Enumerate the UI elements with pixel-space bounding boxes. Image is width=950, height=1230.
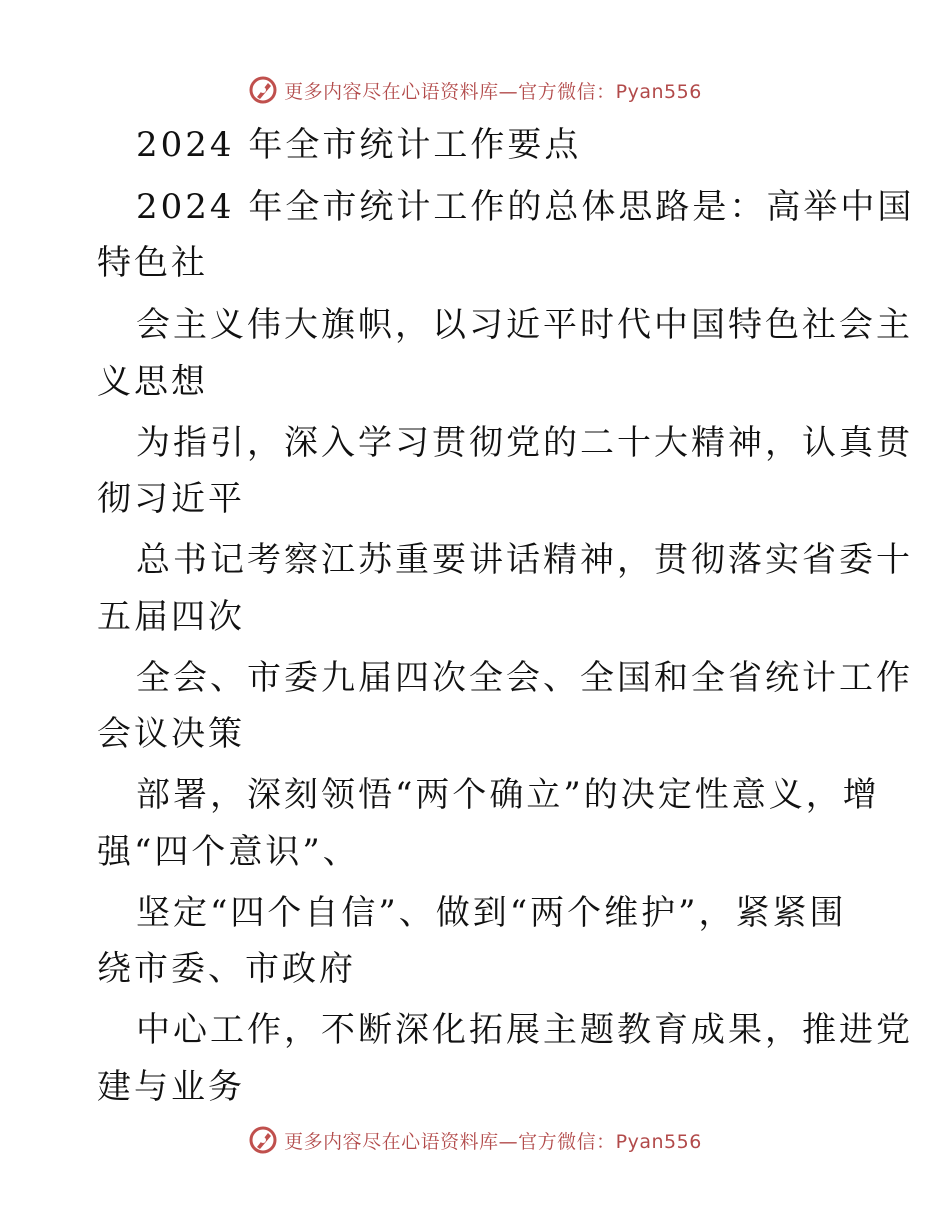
paragraph-line: 2024 年全市统计工作的总体思路是：高举中国 [136, 187, 915, 227]
watermark-account: Pyan556 [615, 80, 702, 103]
footer-watermark [0, 1120, 950, 1160]
watermark-text: 更多内容尽在心语资料库—官方微信：Pyan556 [284, 1130, 702, 1153]
paragraph-line: 坚定“四个自信”、做到“两个维护”，紧紧围 [136, 893, 847, 933]
paragraph-line: 总书记考察江苏重要讲话精神，贯彻落实省委十 [136, 540, 913, 580]
pen-circle-logo-icon [248, 75, 278, 105]
paragraph-line: 会议决策 [97, 714, 245, 754]
paragraph-line: 五届四次 [97, 597, 245, 637]
paragraph-line: 建与业务 [97, 1067, 245, 1107]
paragraph-line: 中心工作，不断深化拓展主题教育成果，推进党 [136, 1010, 913, 1050]
paragraph-line: 会主义伟大旗帜，以习近平时代中国特色社会主 [136, 305, 913, 345]
watermark-account: Pyan556 [615, 1130, 702, 1153]
paragraph-line: 绕市委、市政府 [97, 949, 356, 989]
paragraph-line: 彻习近平 [97, 479, 245, 519]
paragraph-line: 强“四个意识”、 [97, 832, 360, 872]
pen-circle-logo-icon [248, 1125, 278, 1155]
paragraph-line: 部署，深刻领悟“两个确立”的决定性意义，增 [136, 775, 880, 815]
paragraph-line: 全会、市委九届四次全会、全国和全省统计工作 [136, 658, 913, 698]
paragraph-line: 为指引，深入学习贯彻党的二十大精神，认真贯 [136, 423, 913, 463]
document-title: 2024 年全市统计工作要点 [136, 125, 582, 165]
header-watermark [0, 70, 950, 110]
paragraph-line: 特色社 [97, 243, 208, 283]
paragraph-line: 义思想 [97, 362, 208, 402]
watermark-text: 更多内容尽在心语资料库—官方微信：Pyan556 [284, 80, 702, 103]
